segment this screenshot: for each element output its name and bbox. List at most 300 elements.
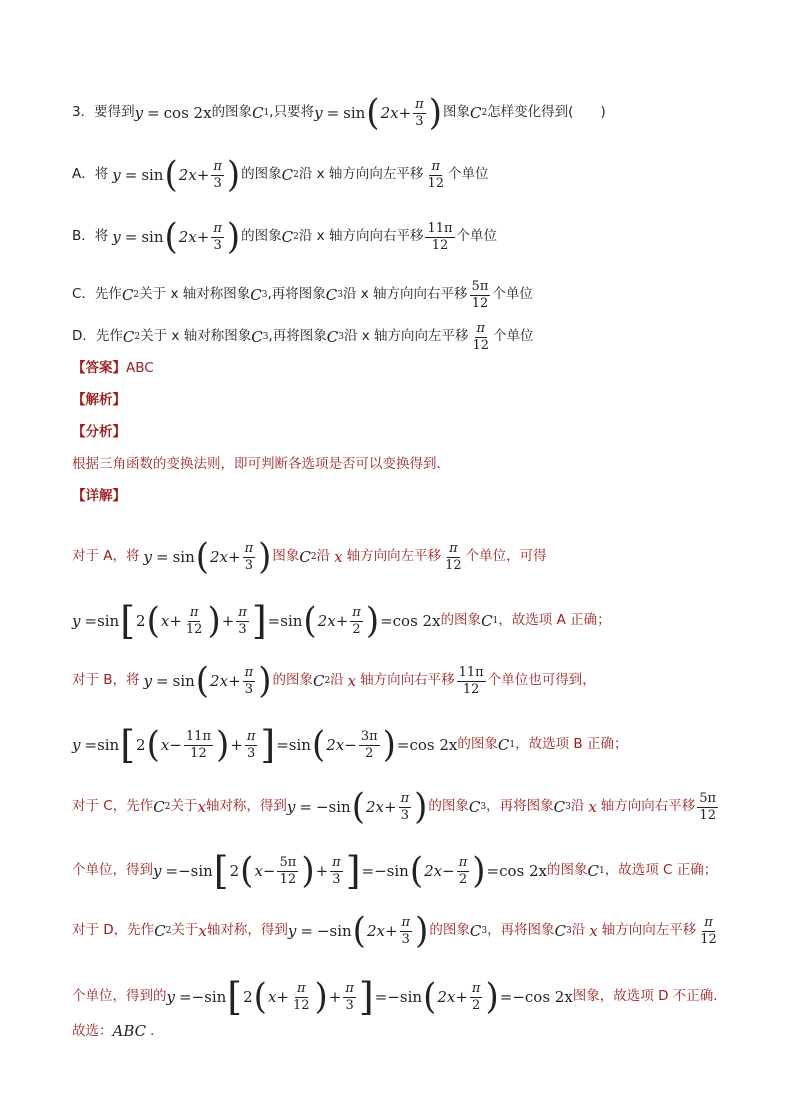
fraction: [443, 542, 464, 572]
math-token: 1: [598, 865, 605, 876]
math-token: x: [160, 611, 170, 630]
math-token: ): [472, 850, 486, 892]
math-token: 12: [190, 745, 207, 761]
math-token: π: [352, 604, 361, 620]
math-token: =: [156, 547, 169, 566]
math-token: (: [253, 976, 267, 1018]
detail-a-line-1: [72, 536, 547, 578]
math-token: [: [120, 723, 136, 767]
math-token: ): [226, 154, 241, 196]
math-token: sin: [97, 735, 120, 754]
option-a: [72, 154, 489, 196]
math-token: 个单位: [447, 166, 489, 183]
math-token: +: [398, 103, 412, 122]
math-token: 3: [332, 871, 341, 887]
math-token: 12: [445, 557, 462, 573]
math-token: ): [258, 660, 272, 702]
math-token: 轴方向向右平移: [360, 672, 455, 689]
math-token: ): [301, 850, 315, 892]
math-token: C: [553, 797, 566, 816]
math-token: =: [276, 735, 289, 754]
math-token: 对于 A，将: [72, 548, 140, 565]
math-token: π: [213, 220, 222, 236]
math-token: 3: [565, 801, 571, 812]
math-token: 2: [352, 621, 361, 637]
math-token: −sin: [178, 861, 213, 880]
math-token: 个单位: [493, 328, 534, 345]
math-token: π: [296, 980, 306, 996]
math-token: ．: [150, 1022, 164, 1039]
math-token: 3: [244, 557, 254, 573]
math-token: C: [325, 285, 338, 304]
math-token: 3: [415, 113, 424, 129]
math-token: +: [315, 861, 329, 880]
math-token: 沿 x 轴方向向右平移: [342, 286, 468, 303]
math-token: 3: [338, 331, 344, 342]
math-token: ,再将图象: [268, 328, 327, 345]
math-token: C: [312, 671, 325, 690]
math-token: 11π: [458, 664, 484, 680]
math-token: C: [497, 735, 510, 754]
math-token: y: [112, 165, 121, 184]
math-token: C: [121, 285, 134, 304]
math-token: 12: [279, 871, 297, 887]
answer-tag: 【答案】: [72, 360, 126, 376]
math-token: (: [195, 660, 210, 702]
math-token: =: [84, 611, 98, 630]
question-number: 3．: [72, 104, 95, 121]
math-token: 3: [213, 175, 222, 191]
math-token: (: [311, 724, 326, 766]
math-token: +: [328, 987, 342, 1006]
math-token: 关于: [170, 798, 198, 815]
detail-tag: [72, 490, 126, 504]
math-token: (: [351, 786, 365, 828]
math-token: =: [300, 921, 313, 940]
math-token: 12: [471, 295, 489, 311]
math-token: =: [326, 103, 340, 122]
math-token: [: [120, 599, 136, 643]
math-token: 3: [566, 925, 572, 936]
detail-c-line-1: [72, 786, 720, 828]
math-token: +: [221, 611, 235, 630]
math-token: π: [704, 914, 713, 930]
math-token: x: [347, 671, 357, 690]
math-token: 的图象: [241, 166, 282, 183]
detail-a-line-2: [72, 599, 611, 643]
math-token: 12: [185, 621, 203, 637]
fraction: [211, 160, 224, 190]
math-token: 2x: [210, 547, 229, 566]
math-token: 沿 x 轴方向向右平移: [298, 228, 424, 245]
math-token: 2: [472, 997, 481, 1013]
math-token: 12: [292, 997, 310, 1013]
math-token: 沿: [316, 548, 331, 565]
math-token: 2x: [178, 165, 197, 184]
math-token: π: [345, 980, 354, 996]
fenxi-tag: [72, 426, 126, 440]
math-token: 根据三角函数的变换法则，即可判断各选项是否可以变换得到．: [72, 456, 450, 472]
math-token: 12: [431, 237, 449, 253]
math-token: 的图象: [547, 862, 588, 879]
math-token: A．将: [72, 166, 109, 183]
math-token: y: [72, 611, 81, 630]
math-token: 关于 x 轴对称图象: [140, 328, 252, 345]
math-token: 3: [213, 237, 222, 253]
math-token: 2: [134, 331, 141, 342]
math-token: π: [189, 604, 199, 620]
math-token: 个单位: [492, 286, 533, 303]
math-token: +: [196, 227, 210, 246]
math-token: 12: [427, 175, 444, 191]
math-token: 轴对称，得到: [205, 798, 287, 815]
fraction: [399, 792, 412, 822]
math-token: 3: [244, 681, 254, 697]
math-token: 2: [293, 169, 299, 180]
fraction: [471, 322, 492, 352]
fraction: [400, 916, 413, 946]
math-token: sin: [141, 227, 164, 246]
math-token: +: [228, 547, 241, 566]
math-token: 个单位，得到: [72, 862, 153, 879]
math-token: 2: [293, 231, 299, 242]
math-token: 沿: [570, 798, 585, 815]
math-token: 3: [238, 621, 247, 637]
fraction: [243, 542, 256, 572]
math-token: x: [254, 861, 263, 880]
math-token: =: [165, 861, 179, 880]
math-token: π: [431, 158, 440, 174]
math-token: +: [335, 611, 349, 630]
math-token: y: [72, 735, 81, 754]
math-token: 1: [492, 615, 499, 626]
math-token: +: [384, 921, 398, 940]
math-token: sin: [343, 103, 366, 122]
math-token: 2x: [326, 735, 345, 754]
math-token: π: [332, 854, 341, 870]
math-token: x: [198, 921, 207, 940]
math-token: C: [326, 327, 339, 346]
math-token: 12: [472, 337, 490, 353]
math-token: π: [246, 728, 256, 744]
math-token: y: [143, 547, 153, 566]
math-token: ，再将图象: [486, 798, 554, 815]
math-token: 关于: [171, 922, 199, 939]
math-token: ，再将图象: [487, 922, 555, 939]
math-token: x: [334, 547, 343, 566]
math-token: (: [164, 154, 178, 196]
math-token: 对于 D，先作: [72, 922, 155, 939]
math-token: ): [216, 724, 230, 766]
fraction: [698, 916, 719, 946]
math-token: ]: [260, 723, 276, 767]
answer-line: [72, 362, 154, 376]
math-token: 2: [310, 551, 317, 562]
math-token: (: [164, 216, 178, 258]
math-token: 沿: [571, 922, 586, 939]
math-token: ): [226, 216, 241, 258]
fraction: [470, 982, 483, 1012]
math-token: 12: [462, 681, 480, 697]
math-token: (: [423, 976, 437, 1018]
math-token: 2: [164, 801, 171, 812]
math-token: sin: [172, 671, 195, 690]
math-token: =: [178, 987, 192, 1006]
math-token: 3: [246, 745, 256, 761]
detail-d-line-1: [72, 910, 721, 952]
math-token: −sin: [316, 921, 352, 940]
math-token: =: [84, 735, 98, 754]
math-token: 的图象: [272, 672, 313, 689]
math-token: 2: [229, 861, 240, 880]
math-token: −: [442, 861, 455, 880]
math-token: 5π: [471, 279, 489, 294]
math-token: ): [314, 976, 328, 1018]
math-token: 对于 C，先作: [72, 798, 154, 815]
math-token: π: [244, 540, 254, 556]
math-token: 2: [481, 107, 488, 118]
math-token: =: [361, 861, 375, 880]
math-token: 12: [700, 931, 717, 947]
math-token: 【详解】: [72, 488, 126, 504]
math-token: C: [469, 103, 482, 122]
math-token: =: [156, 671, 169, 690]
math-token: 2x: [365, 797, 384, 816]
math-token: cos 2x: [163, 103, 212, 122]
fraction: [425, 222, 454, 252]
math-token: D．先作: [72, 328, 123, 345]
math-token: =: [299, 797, 312, 816]
fenxi-text: [72, 458, 450, 472]
math-token: 5π: [279, 854, 297, 870]
math-token: y: [287, 921, 297, 940]
math-token: 的图象: [428, 798, 469, 815]
math-token: y: [153, 861, 162, 880]
math-token: sin: [280, 611, 303, 630]
math-token: C: [587, 861, 599, 880]
math-token: 轴对称，得到: [206, 922, 288, 939]
math-token: 2x: [317, 611, 336, 630]
math-token: 2: [165, 925, 172, 936]
math-token: 2x: [437, 987, 456, 1006]
math-token: =: [499, 987, 513, 1006]
fraction: [277, 856, 298, 886]
fraction: [413, 98, 426, 128]
option-d: [72, 322, 534, 352]
math-token: 轴方向向左平移: [346, 548, 442, 565]
math-token: 轴方向向右平移: [600, 798, 696, 815]
math-token: ，故选项 C 正确；: [604, 862, 718, 879]
math-token: ): [258, 536, 272, 578]
math-token: sin: [288, 735, 311, 754]
question-stem: [72, 92, 606, 134]
math-token: y: [112, 227, 121, 246]
fraction: [425, 160, 446, 190]
math-token: =: [147, 103, 160, 122]
math-token: π: [238, 604, 247, 620]
math-token: (: [352, 910, 366, 952]
math-token: ): [485, 976, 499, 1018]
math-token: (: [409, 850, 424, 892]
math-token: C: [481, 611, 493, 630]
detail-b-line-2: [72, 723, 628, 767]
math-token: 的图象: [241, 228, 282, 245]
math-token: 3: [261, 289, 268, 300]
math-token: C: [252, 103, 264, 122]
math-token: (: [303, 600, 317, 642]
math-token: 沿: [330, 672, 344, 689]
math-token: C: [281, 227, 294, 246]
math-token: 沿 x 轴方向向左平移: [343, 328, 469, 345]
math-token: 2: [136, 611, 146, 630]
math-token: 的图象: [429, 922, 470, 939]
math-token: 个单位，可得: [465, 548, 547, 565]
fraction: [236, 606, 249, 636]
math-token: sin: [97, 611, 120, 630]
math-token: =: [396, 735, 410, 754]
detail-b-line-1: [72, 660, 596, 702]
math-token: +: [196, 165, 210, 184]
fraction: [470, 280, 491, 310]
math-token: 2x: [178, 227, 197, 246]
math-token: 2: [324, 675, 331, 686]
math-token: 【解析】: [72, 392, 126, 408]
math-token: 沿 x 轴方向向左平移: [298, 166, 424, 183]
math-token: −sin: [374, 861, 409, 880]
math-token: ]: [345, 849, 361, 893]
math-token: ,再将图象: [267, 286, 326, 303]
math-token: y: [286, 797, 296, 816]
math-token: sin: [141, 165, 164, 184]
fraction: [330, 856, 343, 886]
math-token: ，故选项 A 正确；: [498, 612, 611, 629]
math-token: −: [344, 735, 357, 754]
math-token: 【分析】: [72, 424, 126, 440]
math-token: C．先作: [72, 286, 122, 303]
option-c: [72, 280, 533, 310]
math-token: 2x: [424, 861, 443, 880]
math-token: π: [449, 540, 458, 556]
math-token: C: [153, 797, 165, 816]
math-token: y: [314, 103, 323, 122]
math-token: =: [267, 611, 281, 630]
math-token: (: [366, 92, 380, 134]
detail-c-line-2: [72, 849, 718, 893]
math-token: ): [365, 600, 380, 642]
math-token: ABC: [112, 1022, 147, 1040]
fraction: [184, 730, 213, 760]
fraction: [184, 606, 205, 636]
math-token: 3: [262, 331, 269, 342]
math-token: π: [244, 664, 254, 680]
math-token: 1: [509, 739, 516, 750]
math-token: 2: [365, 745, 374, 761]
math-token: 3: [481, 925, 488, 936]
math-token: π: [400, 790, 410, 806]
math-token: =: [124, 165, 138, 184]
math-token: 11π: [185, 728, 211, 744]
fraction: [211, 222, 224, 252]
math-token: (: [195, 536, 210, 578]
math-token: [: [213, 849, 229, 893]
math-token: 图象，故选项 D 不正确．: [572, 988, 727, 1005]
fraction: [291, 982, 312, 1012]
fraction: [245, 730, 258, 760]
math-token: 故选：: [72, 1022, 113, 1039]
math-token: 2: [136, 735, 146, 754]
math-token: cos 2x: [392, 611, 441, 630]
math-token: C: [251, 327, 263, 346]
math-token: (: [240, 850, 254, 892]
math-token: π: [415, 96, 424, 112]
math-token: y: [143, 671, 153, 690]
math-token: +: [383, 797, 397, 816]
math-token: ): [414, 786, 428, 828]
option-b: [72, 216, 498, 258]
math-token: =: [486, 861, 500, 880]
math-token: −sin: [315, 797, 351, 816]
math-token: C: [469, 921, 482, 940]
math-token: 的图象: [211, 104, 253, 121]
fraction: [457, 666, 486, 696]
math-token: 的图象: [440, 612, 482, 629]
conclusion-line: [72, 1024, 164, 1039]
math-token: +: [230, 735, 243, 754]
math-token: C: [154, 921, 166, 940]
math-token: 个单位，得到的: [72, 988, 167, 1005]
math-token: π: [471, 980, 481, 996]
math-token: 要得到: [94, 104, 135, 121]
fraction: [359, 730, 380, 760]
fraction: [243, 666, 256, 696]
math-token: B．将: [72, 228, 109, 245]
math-token: 3: [345, 997, 354, 1013]
math-token: =: [380, 611, 393, 630]
math-token: y: [134, 103, 144, 122]
math-token: ): [382, 724, 396, 766]
math-token: x: [160, 735, 170, 754]
math-token: 图象: [442, 104, 470, 121]
math-token: −: [262, 861, 276, 880]
answer-value: ABC: [126, 360, 154, 376]
math-token: 11π: [427, 220, 453, 236]
math-token: C: [122, 327, 135, 346]
math-token: C: [250, 285, 262, 304]
math-token: −sin: [191, 987, 227, 1006]
math-token: π: [476, 321, 486, 336]
math-token: ): [207, 600, 221, 642]
math-token: 的图象: [457, 736, 498, 753]
math-token: C: [468, 797, 481, 816]
detail-d-line-2: [72, 975, 727, 1019]
math-token: 3π: [360, 728, 378, 744]
math-token: cos 2x: [499, 861, 547, 880]
math-token: 怎样变化得到( ): [487, 104, 606, 121]
math-token: x: [588, 797, 597, 816]
math-token: +: [169, 611, 182, 630]
math-token: C: [299, 547, 311, 566]
math-token: 2x: [210, 671, 229, 690]
math-token: 2x: [366, 921, 385, 940]
math-token: 个单位也可得到，: [487, 672, 596, 689]
math-token: sin: [172, 547, 195, 566]
math-token: ，故选项 B 正确；: [515, 736, 628, 753]
math-token: 2: [133, 289, 140, 300]
fraction: [697, 792, 718, 822]
math-token: 个单位: [456, 228, 498, 245]
math-token: 12: [699, 807, 716, 823]
math-token: =: [374, 987, 388, 1006]
